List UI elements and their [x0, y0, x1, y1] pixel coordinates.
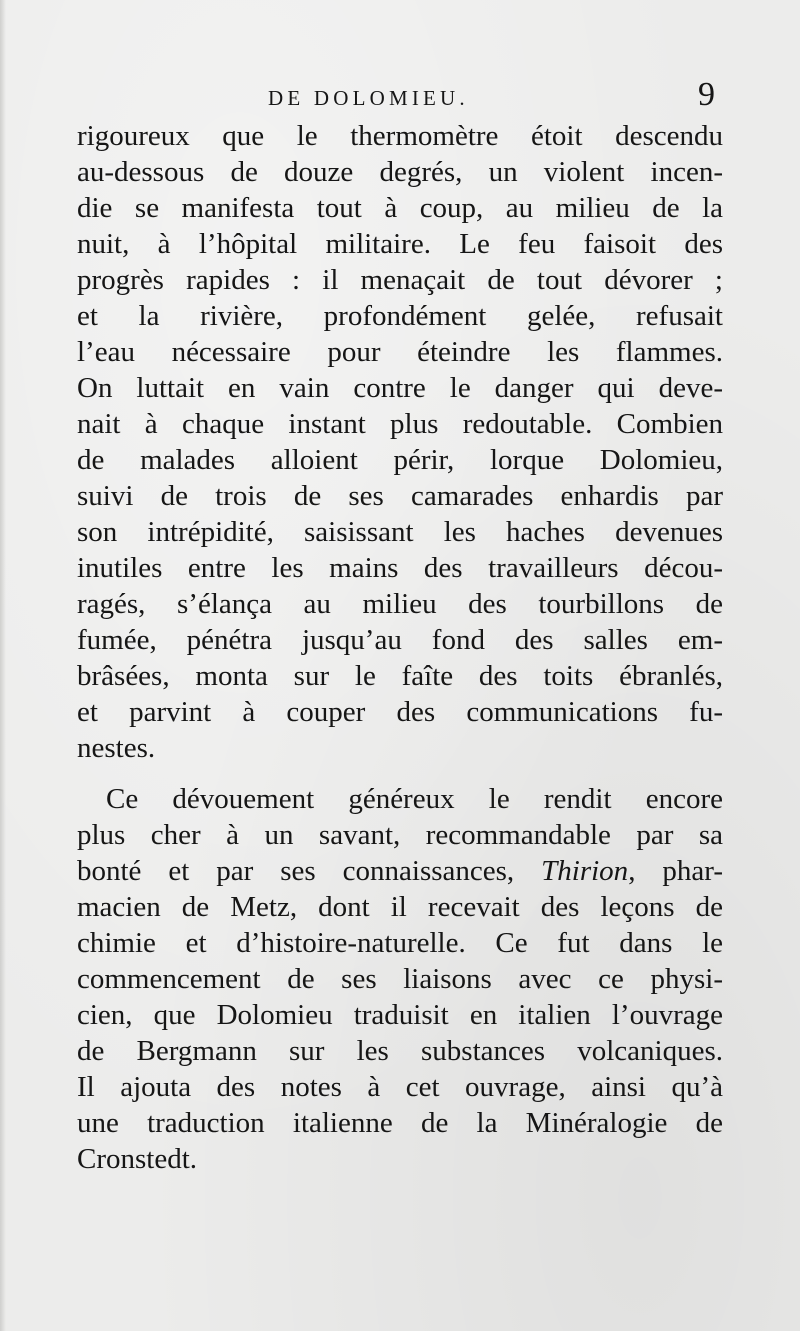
text-line: progrès rapides : il menaçait de tout dévorer ; — [77, 264, 723, 296]
text-line: ragés, s’élança au milieu des tourbillons de — [77, 588, 723, 620]
text-line: On luttait en vain contre le danger qui deve- — [77, 372, 723, 404]
text-line: nait à chaque instant plus redoutable. Combien — [77, 408, 723, 440]
text-line: commencement de ses liaisons avec ce physi- — [77, 963, 723, 995]
text-line: nuit, à l’hôpital militaire. Le feu faisoit des — [77, 228, 723, 260]
text-line: rigoureux que le thermomètre étoit descendu — [77, 120, 723, 152]
text-line: de malades alloient périr, lorque Dolomieu, — [77, 444, 723, 476]
text-line — [77, 853, 723, 889]
text-line: cien, que Dolomieu traduisit en italien l’ouvrage — [77, 999, 723, 1031]
text-line: au-dessous de douze degrés, un violent incen- — [77, 156, 723, 188]
text-line: die se manifesta tout à coup, au milieu de la — [77, 192, 723, 224]
italic-name-thirion: Thirion — [541, 855, 629, 887]
text-line: brâsées, monta sur le faîte des toits ébranlés, — [77, 660, 723, 692]
text-line: de Bergmann sur les substances volcaniques. — [77, 1035, 723, 1067]
text-line: et parvint à couper des communications fu- — [77, 696, 723, 728]
text-segment: , phar- — [628, 855, 724, 887]
text-line: suivi de trois de ses camarades enhardis par — [77, 480, 723, 512]
text-line: Ce dévouement généreux le rendit encore — [106, 783, 723, 815]
text-line: plus cher à un savant, recommandable par sa — [77, 819, 723, 851]
text-segment: bonté et par ses connaissances, — [77, 855, 515, 887]
text-line: Cronstedt. — [77, 1143, 198, 1175]
text-line: chimie et d’histoire-naturelle. Ce fut dans le — [77, 927, 723, 959]
text-line: inutiles entre les mains des travailleurs décou- — [77, 552, 723, 584]
text-line: Il ajouta des notes à cet ouvrage, ainsi qu’à — [77, 1071, 723, 1103]
page-edge-shadow — [0, 0, 6, 1331]
text-line: une traduction italienne de la Minéralogie de — [77, 1107, 723, 1139]
text-line: son intrépidité, saisissant les haches devenues — [77, 516, 723, 548]
running-head: DE DOLOMIEU. — [268, 86, 469, 110]
text-line: macien de Metz, dont il recevait des leçons de — [77, 891, 723, 923]
text-line: l’eau nécessaire pour éteindre les flammes. — [77, 336, 723, 368]
text-line: nestes. — [77, 732, 156, 764]
text-line: et la rivière, profondément gelée, refusait — [77, 300, 723, 332]
page-number: 9 — [698, 76, 715, 113]
text-line: fumée, pénétra jusqu’au fond des salles em- — [77, 624, 723, 656]
